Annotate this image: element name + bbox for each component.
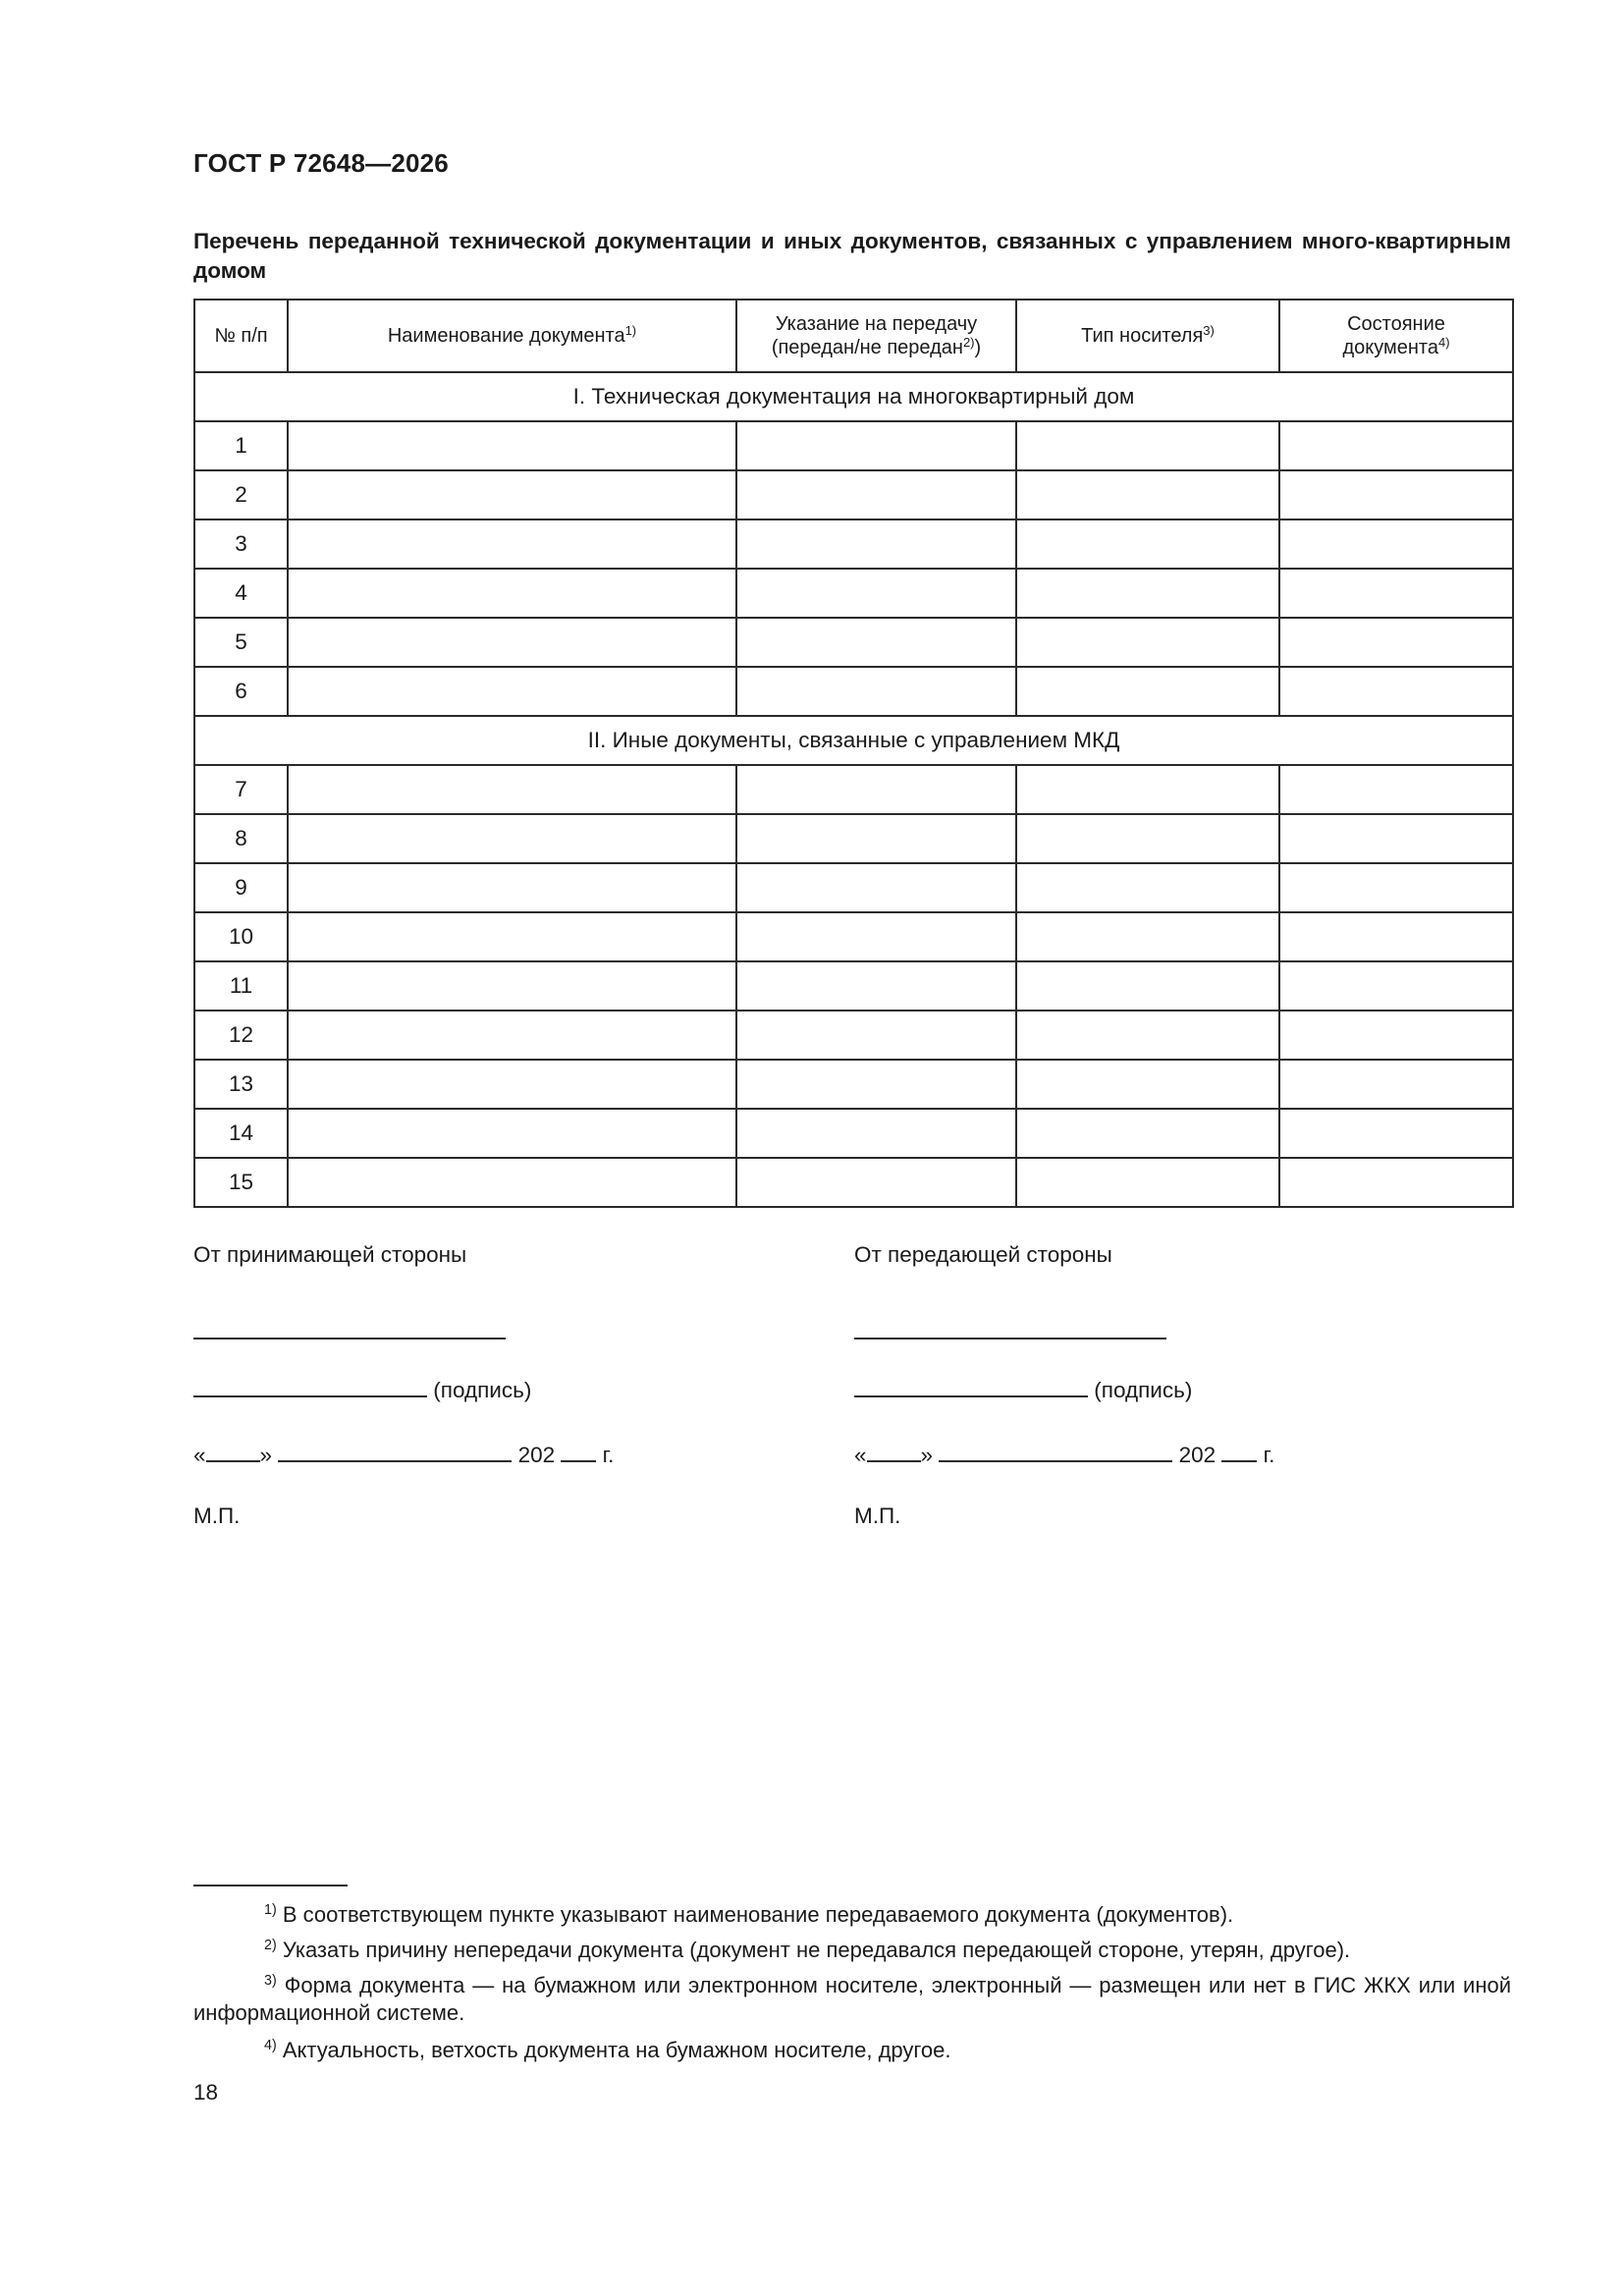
row-number-cell: 11	[194, 961, 288, 1011]
transfer-status-cell[interactable]	[736, 470, 1016, 519]
table-header-row	[194, 300, 1513, 372]
table-row	[194, 519, 1513, 569]
footnote-ref: 1)	[624, 322, 637, 338]
row-number-cell: 13	[194, 1060, 288, 1109]
table-row	[194, 667, 1513, 716]
document-state-cell[interactable]	[1279, 912, 1513, 961]
table-row	[194, 569, 1513, 618]
document-state-cell[interactable]	[1279, 1158, 1513, 1207]
media-type-cell[interactable]	[1016, 1158, 1279, 1207]
document-name-cell[interactable]	[288, 667, 736, 716]
table-row	[194, 1060, 1513, 1109]
document-name-cell[interactable]	[288, 912, 736, 961]
footnote-3: $^{3)}$ Форма документа — на бумажном или электронном носителе, электронный — размещен или нет в ГИС ЖКХ или иной информационной системе.	[193, 1973, 1511, 2025]
document-state-cell[interactable]	[1279, 961, 1513, 1011]
signature-label: (подпись)	[1094, 1378, 1193, 1402]
row-number-cell: 10	[194, 912, 288, 961]
media-type-cell[interactable]	[1016, 961, 1279, 1011]
document-state-cell[interactable]	[1279, 667, 1513, 716]
document-state-cell[interactable]	[1279, 1109, 1513, 1158]
row-number-cell: 15	[194, 1158, 288, 1207]
media-type-cell[interactable]	[1016, 1109, 1279, 1158]
document-name-cell[interactable]	[288, 1158, 736, 1207]
table-row	[194, 863, 1513, 912]
col-header-name: Наименование документа$^{1)}$	[288, 300, 736, 372]
media-type-cell[interactable]	[1016, 814, 1279, 863]
col-header-number: № п/п	[194, 300, 288, 372]
standard-code: ГОСТ Р 72648—2026	[193, 148, 449, 178]
document-state-cell[interactable]	[1279, 569, 1513, 618]
transfer-status-cell[interactable]	[736, 618, 1016, 667]
document-name-cell[interactable]	[288, 1060, 736, 1109]
document-name-cell[interactable]	[288, 421, 736, 470]
col-header-state: Состояние документа$^{4)}$	[1279, 300, 1513, 372]
transfer-status-cell[interactable]	[736, 1060, 1016, 1109]
document-state-cell[interactable]	[1279, 765, 1513, 814]
table-row	[194, 1158, 1513, 1207]
document-name-cell[interactable]	[288, 569, 736, 618]
media-type-cell[interactable]	[1016, 863, 1279, 912]
table-row	[194, 912, 1513, 961]
document-name-cell[interactable]	[288, 1011, 736, 1060]
col-header-media: Тип носителя$^{3)}$	[1016, 300, 1279, 372]
document-state-cell[interactable]	[1279, 470, 1513, 519]
media-type-cell[interactable]	[1016, 618, 1279, 667]
transfer-status-cell[interactable]	[736, 421, 1016, 470]
transfer-status-cell[interactable]	[736, 1011, 1016, 1060]
table-row	[194, 421, 1513, 470]
transferring-date-line[interactable]: « » 202 г.	[854, 1439, 1274, 1468]
table-row	[194, 1109, 1513, 1158]
footnote-ref: 2)	[962, 334, 975, 350]
transferring-name-line[interactable]	[854, 1316, 1166, 1345]
row-number-cell: 5	[194, 618, 288, 667]
page-number: 18	[193, 2080, 219, 2105]
transfer-status-cell[interactable]	[736, 519, 1016, 569]
transfer-status-cell[interactable]	[736, 863, 1016, 912]
footnote-2: $^{2)}$ Указать причину непередачи документа (документ не передавался передающей стороне, утерян, другое).	[264, 1938, 1351, 1962]
media-type-cell[interactable]	[1016, 421, 1279, 470]
row-number-cell: 6	[194, 667, 288, 716]
document-name-cell[interactable]	[288, 618, 736, 667]
transferring-party-label: От передающей стороны	[854, 1242, 1112, 1267]
media-type-cell[interactable]	[1016, 519, 1279, 569]
document-name-cell[interactable]	[288, 519, 736, 569]
footnote-1: $^{1)}$ В соответствующем пункте указывают наименование передаваемого документа (документов).	[264, 1902, 1234, 1927]
document-name-cell[interactable]	[288, 863, 736, 912]
row-number-cell: 2	[194, 470, 288, 519]
document-name-cell[interactable]	[288, 1109, 736, 1158]
section-header-row	[194, 372, 1513, 421]
row-number-cell: 12	[194, 1011, 288, 1060]
document-state-cell[interactable]	[1279, 519, 1513, 569]
table-row	[194, 961, 1513, 1011]
transfer-status-cell[interactable]	[736, 912, 1016, 961]
document-name-cell[interactable]	[288, 814, 736, 863]
transferring-signature-line[interactable]	[854, 1374, 1192, 1403]
receiving-party-label: От принимающей стороны	[193, 1242, 467, 1267]
media-type-cell[interactable]	[1016, 1011, 1279, 1060]
transfer-status-cell[interactable]	[736, 569, 1016, 618]
receiving-date-line[interactable]: « » 202 г.	[193, 1439, 614, 1468]
row-number-cell: 14	[194, 1109, 288, 1158]
document-state-cell[interactable]	[1279, 1011, 1513, 1060]
media-type-cell[interactable]	[1016, 1060, 1279, 1109]
media-type-cell[interactable]	[1016, 470, 1279, 519]
document-state-cell[interactable]	[1279, 1060, 1513, 1109]
table-row	[194, 765, 1513, 814]
list-title: Перечень переданной технической документации и иных документов, связанных с управлением много-квартирным домом	[193, 229, 1511, 283]
document-state-cell[interactable]	[1279, 863, 1513, 912]
table-body	[194, 372, 1513, 1207]
transfer-status-cell[interactable]	[736, 961, 1016, 1011]
section-header-row	[194, 716, 1513, 765]
receiving-stamp: М.П.	[193, 1503, 241, 1528]
table-row	[194, 470, 1513, 519]
receiving-name-line[interactable]	[193, 1316, 506, 1345]
documents-table	[193, 299, 1514, 1208]
row-number-cell: 9	[194, 863, 288, 912]
transferring-stamp: М.П.	[854, 1503, 901, 1528]
col-header-transfer: Указание на передачу (передан/не передан$^{2)}$)	[736, 300, 1016, 372]
media-type-cell[interactable]	[1016, 912, 1279, 961]
section-title: II. Иные документы, связанные с управлением МКД	[194, 716, 1513, 765]
document-name-cell[interactable]	[288, 961, 736, 1011]
table-row	[194, 1011, 1513, 1060]
row-number-cell: 4	[194, 569, 288, 618]
document-state-cell[interactable]	[1279, 421, 1513, 470]
transfer-status-cell[interactable]	[736, 1158, 1016, 1207]
media-type-cell[interactable]	[1016, 765, 1279, 814]
signature-label: (подпись)	[433, 1378, 532, 1402]
table-row	[194, 618, 1513, 667]
footnote-ref: 3)	[1203, 322, 1215, 338]
row-number-cell: 8	[194, 814, 288, 863]
transfer-status-cell[interactable]	[736, 1109, 1016, 1158]
media-type-cell[interactable]	[1016, 569, 1279, 618]
media-type-cell[interactable]	[1016, 667, 1279, 716]
footnote-ref: 4)	[1437, 334, 1450, 350]
document-name-cell[interactable]	[288, 765, 736, 814]
document-name-cell[interactable]	[288, 470, 736, 519]
table-row	[194, 814, 1513, 863]
document-state-cell[interactable]	[1279, 814, 1513, 863]
footnote-divider	[193, 1885, 348, 1886]
section-title: I. Техническая документация на многоквартирный дом	[194, 372, 1513, 421]
document-state-cell[interactable]	[1279, 618, 1513, 667]
footnote-4: $^{4)}$ Актуальность, ветхость документа на бумажном носителе, другое.	[264, 2038, 951, 2062]
transfer-status-cell[interactable]	[736, 765, 1016, 814]
transfer-status-cell[interactable]	[736, 814, 1016, 863]
row-number-cell: 3	[194, 519, 288, 569]
row-number-cell: 7	[194, 765, 288, 814]
receiving-signature-line[interactable]	[193, 1374, 531, 1403]
transfer-status-cell[interactable]	[736, 667, 1016, 716]
row-number-cell: 1	[194, 421, 288, 470]
